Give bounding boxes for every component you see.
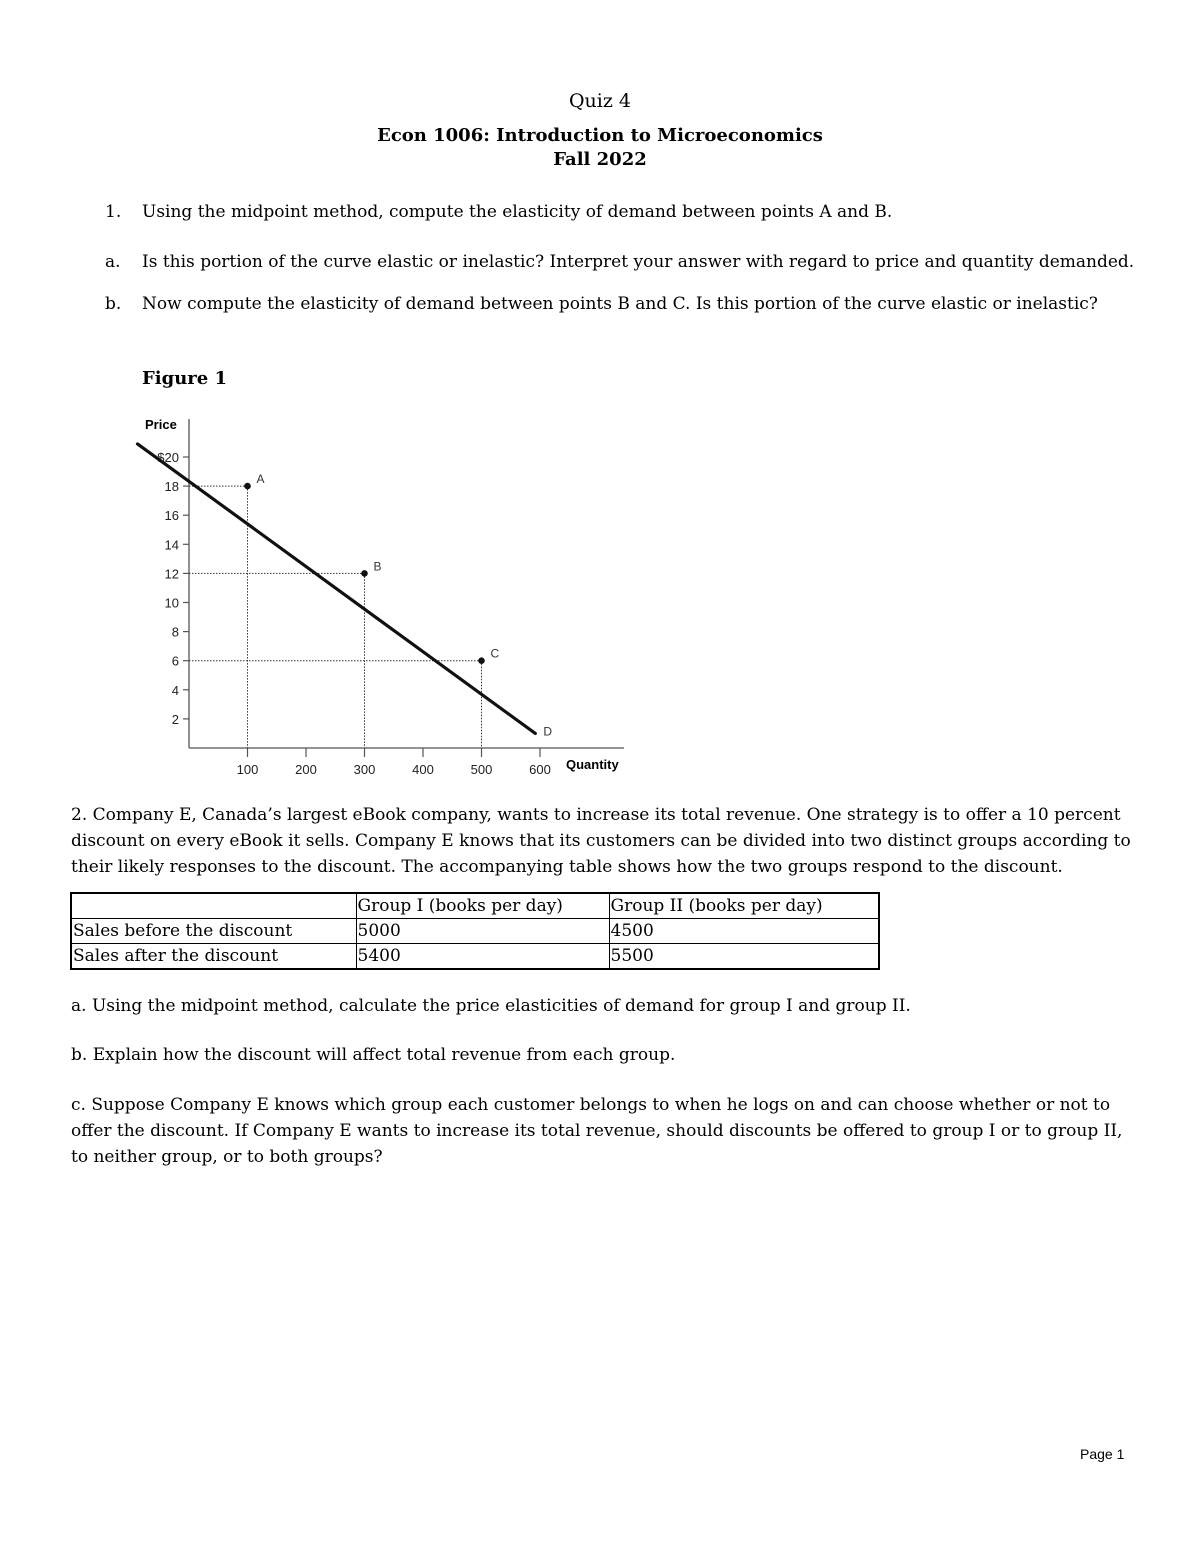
y-tick-label: 12: [164, 566, 179, 582]
curve-label-d: D: [543, 724, 552, 739]
x-axis-label: Quantity: [566, 757, 619, 772]
point-b: [361, 570, 368, 577]
question-2-text: 2. Company E, Canada’s largest eBook company, wants to increase its total revenue. One strategy is to offer a 10 percent discount on every eBook it sells. Company E knows that its customers can be divided into two distinct groups according to their likely responses to the discount. The accompanying table shows how the two groups respond to the discount.: [71, 805, 1131, 877]
x-tick-label: 500: [470, 762, 493, 777]
x-tick-label: 300: [353, 762, 376, 777]
term: Fall 2022: [553, 149, 647, 170]
x-tick-label: 600: [529, 762, 551, 777]
y-tick-label: 10: [164, 595, 179, 611]
quiz-title: Quiz 4: [568, 90, 632, 112]
demand-curve: [138, 444, 536, 734]
table-cell: Sales after the discount: [71, 944, 356, 970]
y-tick-label: 4: [171, 682, 179, 698]
figure-label: Figure 1: [142, 368, 228, 389]
question-1b-text: Now compute the elasticity of demand between points B and C. Is this portion of the curve elastic or inelastic?: [142, 294, 1098, 314]
sales-table: [70, 892, 880, 970]
course-title: Econ 1006: Introduction to Microeconomics: [377, 125, 823, 146]
demand-chart: [130, 405, 640, 790]
point-label-c: C: [490, 646, 500, 661]
question-1b-marker: b.: [105, 294, 122, 314]
table-header-cell: Group I (books per day): [356, 893, 609, 919]
question-1-text: Using the midpoint method, compute the elasticity of demand between points A and B.: [142, 202, 893, 222]
point-c: [478, 657, 485, 664]
table-cell: 5500: [609, 944, 879, 970]
x-tick-label: 400: [412, 762, 434, 777]
table-header-cell: Group II (books per day): [609, 893, 879, 919]
table-cell: 5400: [356, 944, 609, 970]
x-tick-label: 100: [236, 762, 259, 777]
y-tick-label: 14: [164, 537, 179, 553]
y-tick-label: 18: [164, 479, 179, 495]
point-a: [244, 483, 251, 490]
question-1a-text: Is this portion of the curve elastic or inelastic? Interpret your answer with regard to price and quantity demanded.: [142, 252, 1135, 272]
point-label-a: A: [256, 472, 265, 487]
question-1-marker: 1.: [105, 202, 122, 222]
page-number: Page 1: [1080, 1446, 1125, 1462]
y-tick-label: 2: [171, 711, 179, 727]
question-1a-marker: a.: [105, 252, 121, 272]
table-row: [71, 944, 879, 970]
question-2a: a. Using the midpoint method, calculate the price elasticities of demand for group I and group II.: [71, 996, 911, 1016]
table-header-row: [71, 893, 879, 919]
table-cell: 5000: [356, 919, 609, 944]
table-cell: Sales before the discount: [71, 919, 356, 944]
question-2c: c. Suppose Company E knows which group each customer belongs to when he logs on and can choose whether or not to offer the discount. If Company E wants to increase its total revenue, should discounts be offered to group I or to group II, to neither group, or to both groups?: [71, 1095, 1123, 1167]
y-tick-label: $20: [157, 450, 179, 465]
y-tick-label: 8: [171, 624, 179, 640]
point-label-b: B: [373, 559, 382, 574]
y-tick-label: 16: [164, 508, 179, 524]
table-header-cell: [71, 893, 356, 919]
question-2b: b. Explain how the discount will affect total revenue from each group.: [71, 1045, 676, 1065]
y-axis-label: Price: [145, 417, 177, 432]
table-row: [71, 919, 879, 944]
table-cell: 4500: [609, 919, 879, 944]
x-tick-label: 200: [295, 762, 317, 777]
y-tick-label: 6: [171, 653, 179, 669]
